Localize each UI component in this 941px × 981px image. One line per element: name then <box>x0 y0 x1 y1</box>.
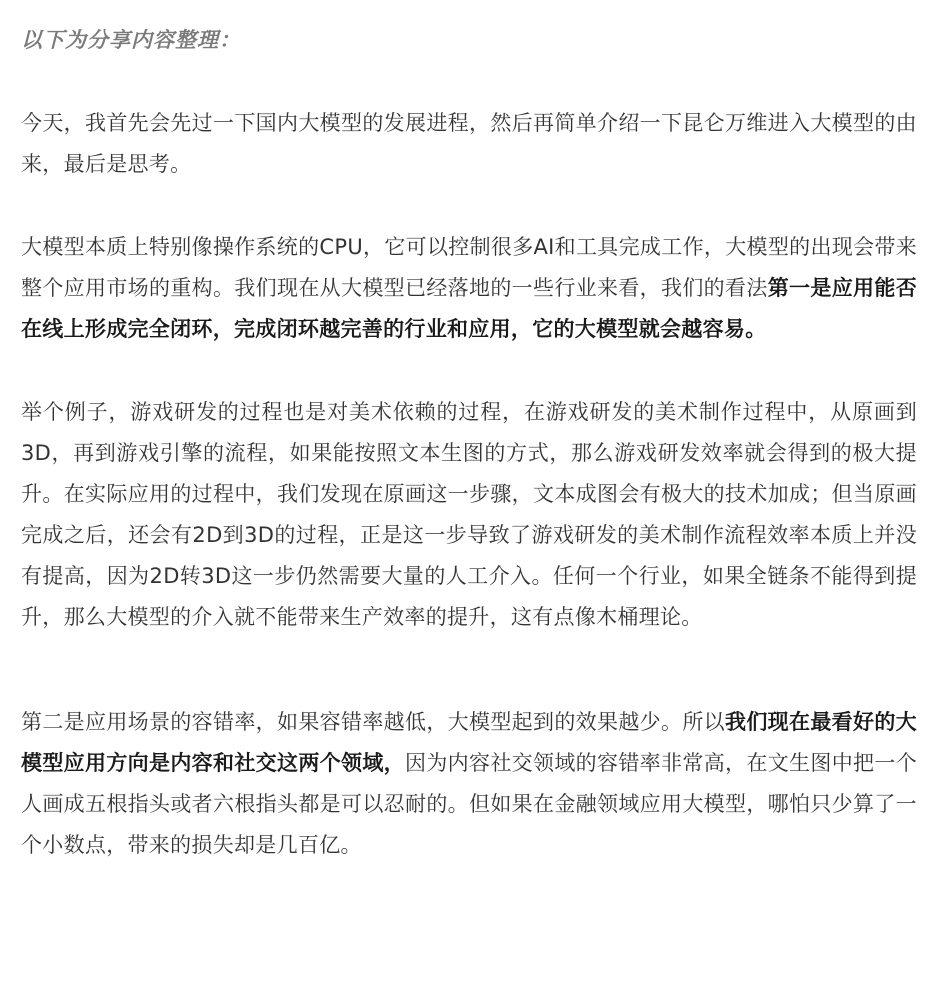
paragraph-4-bold: 我们现在最看好的大模型应用方向是内容和社交这两个领域， <box>21 710 917 775</box>
paragraph-4-text-b: 因为内容社交领域的容错率非常高，在文生图中把一个人画成五根指头或者六根指头都是可以忍耐的。但如果在金融领域应用大模型，哪怕只少算了一个小数点，带来的损失却是几百亿。 <box>21 751 917 857</box>
article-body <box>21 20 917 866</box>
paragraph-1: 今天，我首先会先过一下国内大模型的发展进程，然后再简单介绍一下昆仑万维进入大模型的由来，最后是思考。 <box>21 111 917 176</box>
intro-heading: 以下为分享内容整理： <box>21 28 241 52</box>
paragraph-4 <box>21 702 917 866</box>
paragraph-4-text-a: 第二是应用场景的容错率，如果容错率越低，大模型起到的效果越少。所以 <box>21 710 726 734</box>
spacer <box>21 350 917 392</box>
spacer <box>21 61 917 103</box>
paragraph-2-text: 大模型本质上特别像操作系统的CPU，它可以控制很多AI和工具完成工作，大模型的出现会带来整个应用市场的重构。我们现在从大模型已经落地的一些行业来看，我们的看法 <box>21 235 917 300</box>
paragraph-3: 举个例子，游戏研发的过程也是对美术依赖的过程，在游戏研发的美术制作过程中，从原画到3D，再到游戏引擎的流程，如果能按照文本生图的方式，那么游戏研发效率就会得到的极大提升。在实际应用的过程中，我们发现在原画这一步骤，文本成图会有极大的技术加成；但当原画完成之后，还会有2D到3D的过程，正是这一步导致了游戏研发的美术制作流程效率本质上并没有提高，因为2D转3D这一步仍然需要大量的人工介入。任何一个行业，如果全链条不能得到提升，那么大模型的介入就不能带来生产效率的提升，这有点像木桶理论。 <box>21 400 917 629</box>
paragraph-2 <box>21 227 917 350</box>
paragraph-2-bold: 第一是应用能否在线上形成完全闭环，完成闭环越完善的行业和应用，它的大模型就会越容易。 <box>21 276 917 341</box>
spacer <box>21 185 917 227</box>
spacer <box>21 638 917 702</box>
